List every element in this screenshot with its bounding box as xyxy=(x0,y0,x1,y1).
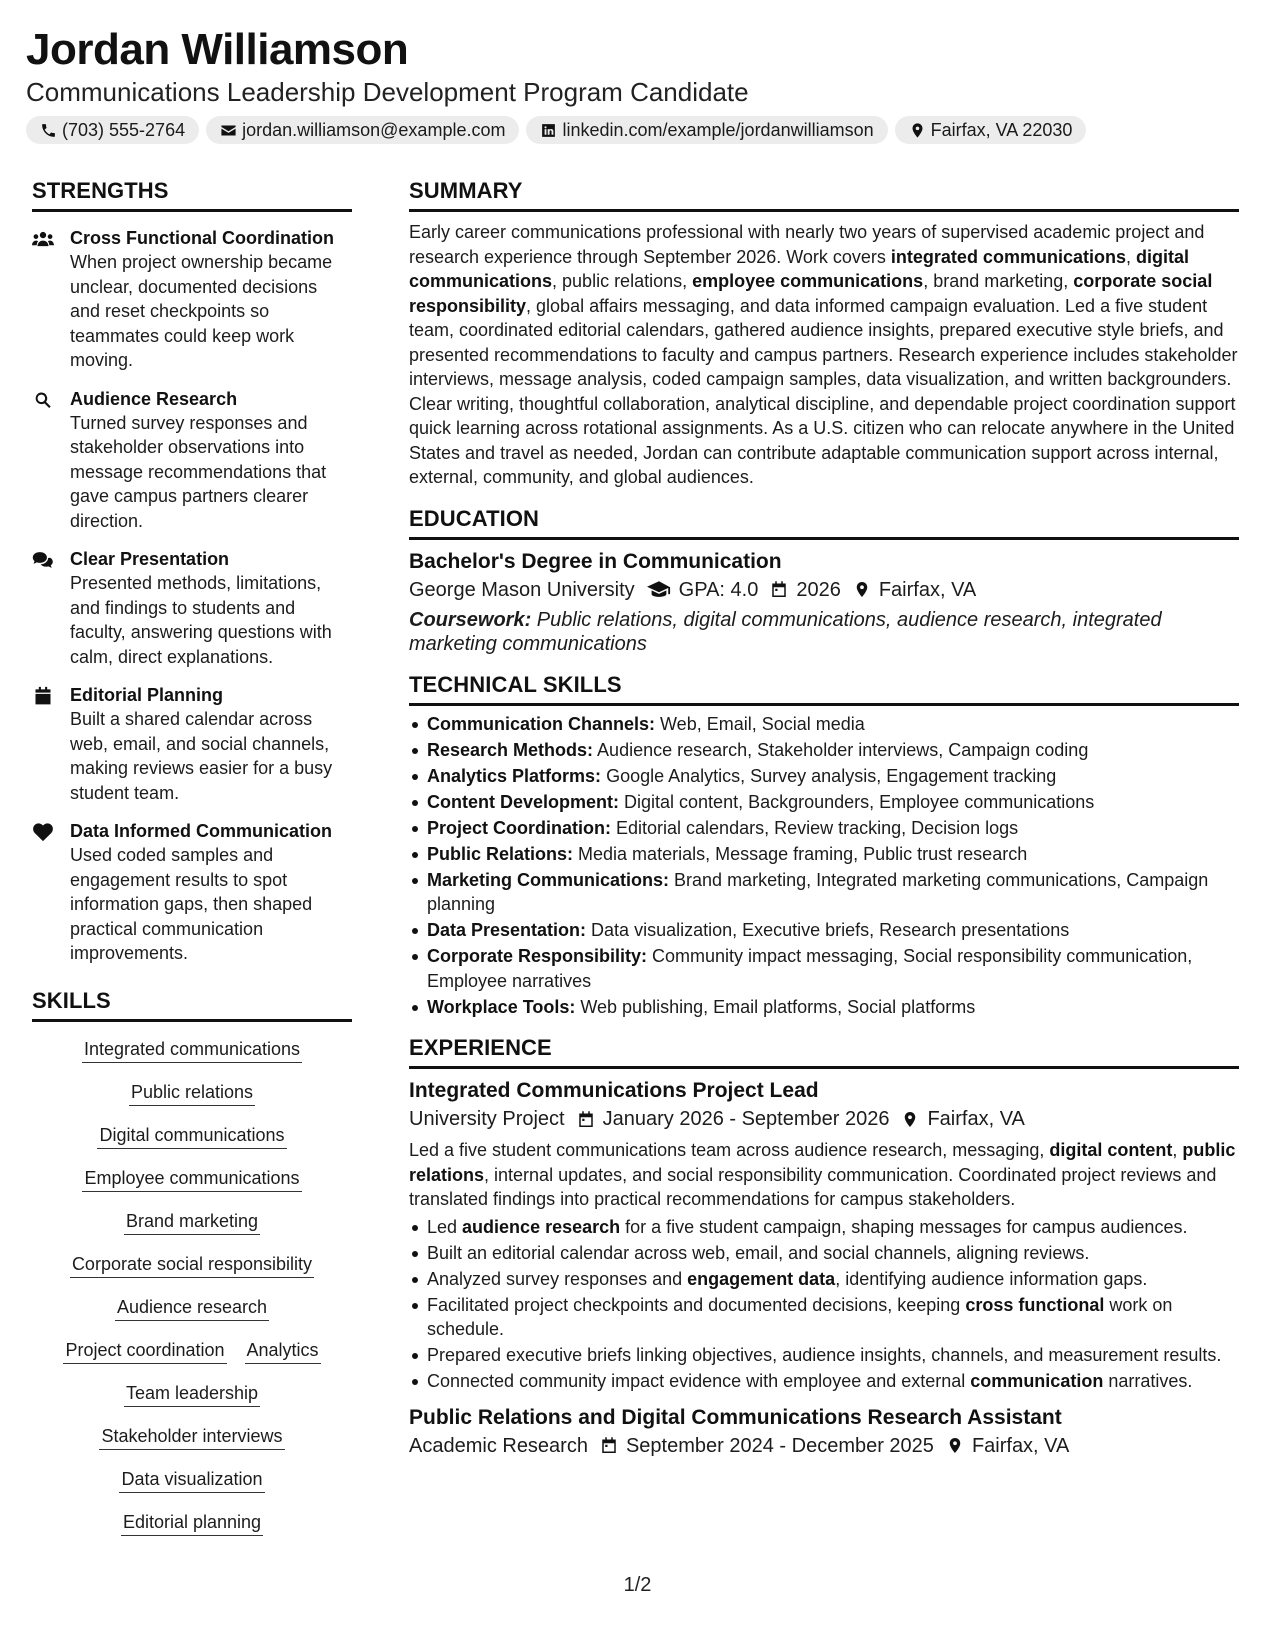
job-dates: September 2024 - December 2025 xyxy=(625,1434,934,1457)
map-pin-icon xyxy=(946,1436,964,1455)
comments-icon xyxy=(32,550,54,570)
job-summary xyxy=(409,1138,1239,1212)
text-segment: , identifying audience information gaps. xyxy=(835,1268,1148,1289)
skill-category: Workplace Tools: xyxy=(427,996,576,1017)
map-pin-icon xyxy=(901,1110,919,1129)
list-item xyxy=(409,842,1239,867)
list-item xyxy=(409,738,1239,763)
list-item xyxy=(409,868,1239,917)
text-segment: Led a five student communications team across audience research, messaging, xyxy=(409,1140,1050,1160)
skills-section xyxy=(32,988,352,1536)
skill-category: Marketing Communications: xyxy=(427,869,670,890)
strength-item xyxy=(32,547,352,669)
contact-phone[interactable] xyxy=(26,116,199,144)
list-item xyxy=(409,790,1239,815)
contact-location-text: Fairfax, VA 22030 xyxy=(930,119,1073,140)
left-column xyxy=(32,178,352,1536)
job-org: Academic Research xyxy=(409,1434,588,1457)
graduation-cap-icon xyxy=(647,580,671,599)
skill-category: Data Presentation: xyxy=(427,920,587,940)
strength-item xyxy=(32,819,352,966)
list-item xyxy=(409,1293,1239,1342)
emphasis-text: communication xyxy=(970,1371,1104,1391)
skill-tag: Brand marketing xyxy=(124,1210,260,1235)
contact-email-text: jordan.williamson@example.com xyxy=(242,119,506,140)
summary-text xyxy=(409,220,1239,490)
phone-icon xyxy=(40,122,57,139)
skill-values: Media materials, Message framing, Public trust research xyxy=(573,843,1028,864)
skill-values: Web publishing, Email platforms, Social platforms xyxy=(575,996,976,1017)
text-segment: work on schedule. xyxy=(427,1294,1173,1339)
skill-category: Analytics Platforms: xyxy=(427,765,602,786)
calendar-icon xyxy=(600,1436,618,1455)
strength-title: Clear Presentation xyxy=(70,549,230,569)
skill-tag: Integrated communications xyxy=(82,1038,302,1063)
emphasis-text: integrated communications xyxy=(890,246,1126,267)
strength-item xyxy=(32,683,352,805)
text-segment: , internal updates, and social responsibility communication. Coordinated project reviews and translated findings into practical recommendations for campus stakeholders. xyxy=(409,1164,1217,1209)
map-pin-icon xyxy=(909,122,926,139)
strengths-heading: STRENGTHS xyxy=(32,178,352,212)
emphasis-text: engagement data xyxy=(687,1268,836,1289)
text-segment: Facilitated project checkpoints and documented decisions, keeping xyxy=(427,1294,966,1315)
skill-values: Editorial calendars, Review tracking, Decision logs xyxy=(611,817,1019,838)
text-segment: , xyxy=(1172,1140,1183,1160)
degree-title: Bachelor's Degree in Communication xyxy=(409,549,782,573)
technical-skills-list xyxy=(409,712,1239,1020)
school-name: George Mason University xyxy=(409,578,635,601)
strength-desc: Presented methods, limitations, and findings to students and faculty, answering questions with calm, direct explanations. xyxy=(70,573,332,667)
skill-values: Community impact messaging, Social responsibility communication, Employee narratives xyxy=(427,946,1193,991)
skill-tag: Audience research xyxy=(115,1296,269,1321)
contact-phone-text: (703) 555-2764 xyxy=(62,119,186,140)
right-column xyxy=(409,178,1239,1460)
skill-tag: Stakeholder interviews xyxy=(99,1425,284,1450)
skill-tag: Public relations xyxy=(129,1081,255,1106)
skill-category: Communication Channels: xyxy=(427,713,656,734)
coursework xyxy=(409,608,1239,656)
skill-values: Digital content, Backgrounders, Employee communications xyxy=(619,791,1095,812)
job-dates: January 2026 - September 2026 xyxy=(602,1108,890,1130)
text-segment: Prepared executive briefs linking objectives, audience insights, channels, and measurement results. xyxy=(427,1345,1222,1365)
skill-tag: Employee communications xyxy=(82,1167,301,1192)
education-section xyxy=(409,506,1239,656)
strength-title: Data Informed Communication xyxy=(70,821,333,841)
job-bullets xyxy=(409,1215,1239,1394)
skill-category: Research Methods: xyxy=(427,739,594,760)
list-item xyxy=(409,944,1239,993)
coursework-text: Public relations, digital communications, audience research, integrated marketing communications xyxy=(409,608,1162,655)
experience-section xyxy=(409,1035,1239,1460)
skills-list xyxy=(32,1038,352,1536)
list-item xyxy=(409,1343,1239,1368)
map-pin-icon xyxy=(853,580,871,599)
skill-values: Data visualization, Executive briefs, Research presentations xyxy=(586,920,1070,940)
list-item xyxy=(409,712,1239,737)
skill-category: Corporate Responsibility: xyxy=(427,946,648,966)
technical-skills-heading: TECHNICAL SKILLS xyxy=(409,672,1239,706)
text-segment: narratives. xyxy=(1103,1371,1193,1391)
list-item xyxy=(409,1369,1239,1394)
education-meta xyxy=(409,576,1239,604)
emphasis-text: digital communications xyxy=(409,246,1189,291)
skill-values: Audience research, Stakeholder interviews, Campaign coding xyxy=(593,739,1089,760)
skill-tag: Project coordination xyxy=(63,1339,226,1364)
technical-skills-section xyxy=(409,672,1239,1020)
skills-heading: SKILLS xyxy=(32,988,352,1022)
contact-linkedin[interactable] xyxy=(526,116,887,144)
contact-bar xyxy=(26,116,1246,144)
search-icon xyxy=(32,390,54,410)
contact-email[interactable] xyxy=(206,116,519,144)
list-item xyxy=(409,1215,1239,1240)
skill-category: Project Coordination: xyxy=(427,817,611,838)
strength-desc: Used coded samples and engagement results to spot information gaps, then shaped practical communication improvements. xyxy=(70,845,313,963)
emphasis-text: audience research xyxy=(462,1216,621,1237)
skill-tag: Digital communications xyxy=(97,1124,286,1149)
list-item xyxy=(409,918,1239,943)
calendar-icon xyxy=(770,580,788,599)
strength-item xyxy=(32,226,352,373)
skill-tag: Data visualization xyxy=(119,1468,264,1493)
job-entry xyxy=(409,1077,1239,1394)
education-heading: EDUCATION xyxy=(409,506,1239,540)
school-location: Fairfax, VA xyxy=(878,578,977,601)
skill-tag: Corporate social responsibility xyxy=(70,1253,314,1278)
resume-header xyxy=(26,24,1246,144)
heart-icon xyxy=(32,822,54,842)
skill-values: Google Analytics, Survey analysis, Engagement tracking xyxy=(601,765,1057,786)
skill-tag: Analytics xyxy=(245,1339,321,1364)
skill-values: Brand marketing, Integrated marketing communications, Campaign planning xyxy=(427,869,1209,914)
strength-desc: Built a shared calendar across web, email, and social channels, making reviews easier for a busy student team. xyxy=(70,709,333,803)
experience-heading: EXPERIENCE xyxy=(409,1035,1239,1069)
summary-heading: SUMMARY xyxy=(409,178,1239,212)
skill-values: Web, Email, Social media xyxy=(655,713,865,734)
text-segment: , brand marketing, xyxy=(923,271,1074,291)
skill-tag: Editorial planning xyxy=(121,1511,263,1536)
emphasis-text: public relations xyxy=(409,1140,1236,1185)
list-item xyxy=(409,816,1239,841)
list-item xyxy=(409,995,1239,1020)
candidate-headline: Communications Leadership Development Program Candidate xyxy=(26,77,749,107)
emphasis-text: employee communications xyxy=(692,271,924,291)
page-number: 1/2 xyxy=(623,1574,652,1596)
text-segment: Connected community impact evidence with employee and external xyxy=(427,1371,971,1391)
skill-tag: Team leadership xyxy=(124,1382,260,1407)
envelope-icon xyxy=(220,122,237,139)
job-meta xyxy=(409,1105,1239,1133)
text-segment: for a five student campaign, shaping messages for campus audiences. xyxy=(620,1216,1188,1237)
job-entry xyxy=(409,1404,1239,1460)
job-title: Public Relations and Digital Communications Research Assistant xyxy=(409,1405,1062,1429)
emphasis-text: corporate social responsibility xyxy=(409,271,1213,316)
job-org: University Project xyxy=(409,1108,565,1130)
strength-desc: When project ownership became unclear, documented decisions and reset checkpoints so teammates could keep work moving. xyxy=(70,252,333,370)
text-segment: , xyxy=(1125,246,1136,267)
linkedin-icon xyxy=(540,122,557,139)
strength-desc: Turned survey responses and stakeholder observations into message recommendations that gave campus partners clearer direction. xyxy=(70,412,327,531)
candidate-name: Jordan Williamson xyxy=(26,25,409,74)
calendar-icon xyxy=(577,1110,595,1129)
job-location: Fairfax, VA xyxy=(971,1434,1070,1457)
users-icon xyxy=(32,229,54,249)
emphasis-text: digital content xyxy=(1049,1140,1173,1160)
job-location: Fairfax, VA xyxy=(927,1108,1025,1130)
gpa: GPA: 4.0 xyxy=(678,578,759,601)
strength-title: Cross Functional Coordination xyxy=(70,228,334,248)
list-item xyxy=(409,764,1239,789)
calendar-icon xyxy=(32,686,54,706)
coursework-label: Coursework: xyxy=(409,608,532,631)
strength-item xyxy=(32,387,352,534)
strength-title: Audience Research xyxy=(70,388,238,409)
contact-linkedin-text: linkedin.com/example/jordanwilliamson xyxy=(562,119,874,140)
skill-category: Public Relations: xyxy=(427,843,574,864)
list-item xyxy=(409,1241,1239,1266)
strength-title: Editorial Planning xyxy=(70,685,224,705)
text-segment: , public relations, xyxy=(552,271,693,291)
text-segment: Built an editorial calendar across web, email, and social channels, aligning reviews. xyxy=(427,1242,1090,1263)
text-segment: Early career communications professional with nearly two years of supervised academic project and research experience through September 2026. Work covers xyxy=(409,222,1205,267)
job-title: Integrated Communications Project Lead xyxy=(409,1079,819,1102)
list-item xyxy=(409,1267,1239,1292)
contact-location xyxy=(895,116,1087,144)
job-meta xyxy=(409,1432,1239,1460)
skill-category: Content Development: xyxy=(427,791,620,812)
text-segment: Analyzed survey responses and xyxy=(427,1268,688,1289)
graduation-year: 2026 xyxy=(796,578,841,601)
text-segment: , global affairs messaging, and data informed campaign evaluation. Led a five student team, coordinated editorial calendars, gathered audience insights, prepared executive style briefs, and presented recommendations to faculty and campus partners. Research experience includes stakeholder interviews, message analysis, coded campaign samples, data visualization, and written backgrounders. Clear writing, thoughtful collaboration, analytical discipline, and dependable project coordination support quick learning across rotational assignments. As a U.S. citizen who can relocate anywhere in the United States and travel as needed, Jordan can contribute adaptable communication support across internal, external, community, and global audiences. xyxy=(409,295,1238,487)
text-segment: Led xyxy=(427,1216,463,1237)
emphasis-text: cross functional xyxy=(965,1294,1105,1315)
